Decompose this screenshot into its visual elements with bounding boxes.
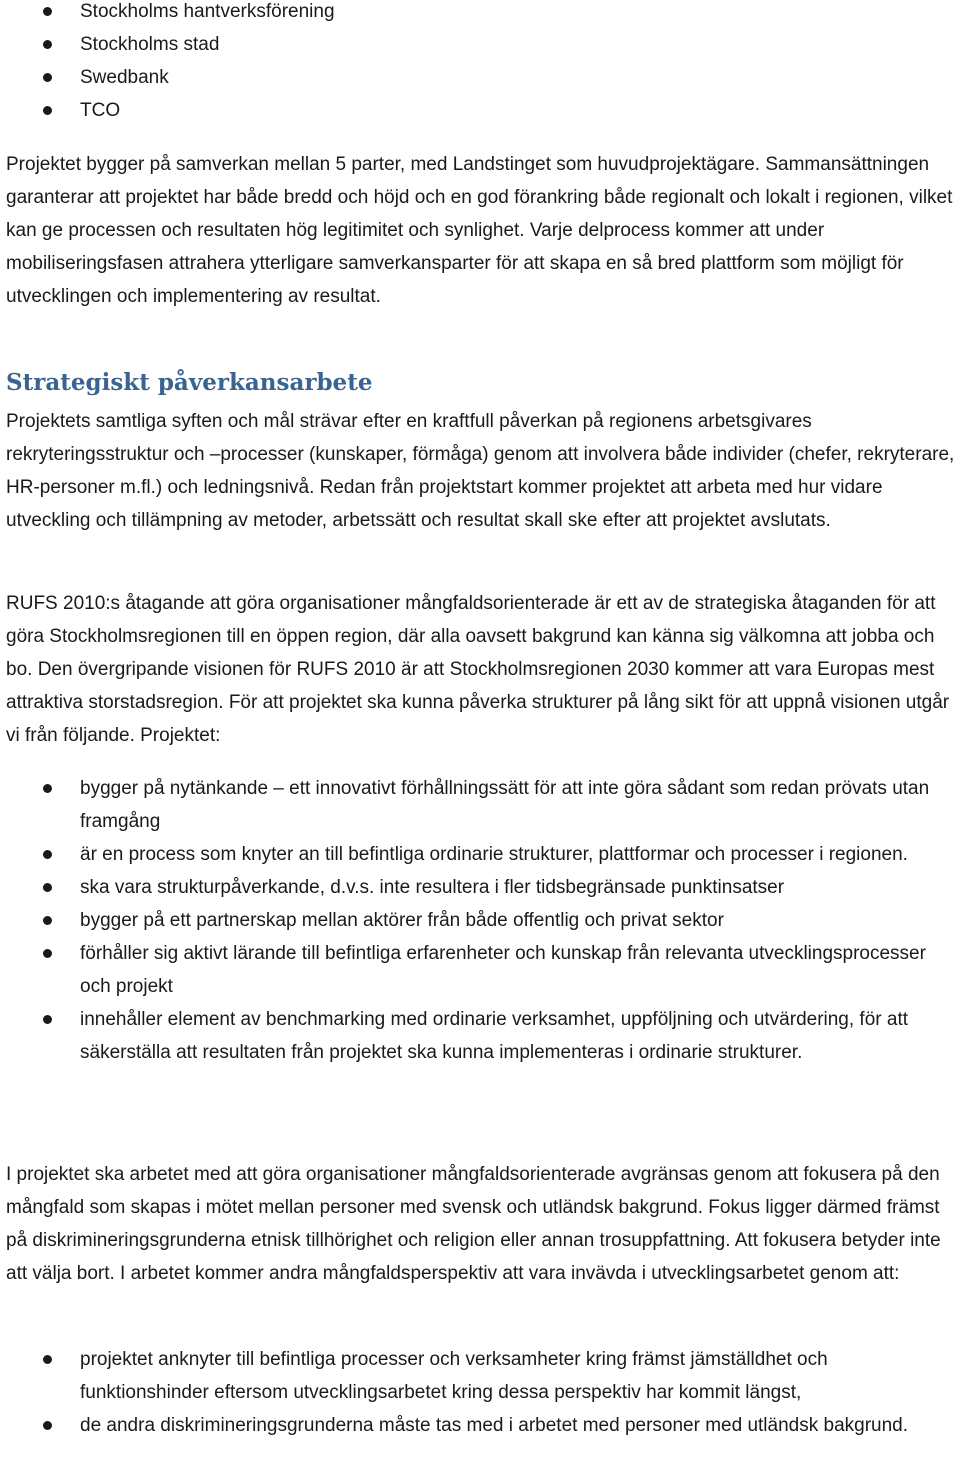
list-item-text: förhåller sig aktivt lärande till befintliga erfarenheter och kunskap från relevanta utvecklingsprocesser och projekt [80, 943, 926, 997]
bullet-icon [43, 73, 52, 82]
list-item [0, 61, 960, 94]
list-item [0, 94, 960, 127]
list-item-text: Swedbank [80, 67, 169, 88]
list-item-text: de andra diskrimineringsgrunderna måste tas med i arbetet med personer med utländsk bakgrund. [80, 1415, 909, 1436]
project-criteria-list [0, 772, 960, 1069]
bullet-icon [43, 784, 52, 793]
list-item-text: ska vara strukturpåverkande, d.v.s. inte resultera i fler tidsbegränsade punktinsatser [80, 877, 785, 898]
bullet-icon [43, 40, 52, 49]
list-item-text: bygger på nytänkande – ett innovativt förhållningssätt för att inte göra sådant som redan prövats utan framgång [80, 778, 930, 832]
paragraph-strategy: Projektets samtliga syften och mål strävar efter en kraftfull påverkan på regionens arbetsgivares rekryteringsstruktur och –processer (kunskaper, förmåga) genom att involvera både individer (chefer, rekryterare, HR-personer m.fl.) och ledningsnivå. Redan från projektstart kommer projektet att arbeta med hur vidare utveckling och tillämpning av metoder, arbetssätt och resultat skall ske efter att projektet avslutats. [6, 411, 955, 531]
bullet-icon [43, 883, 52, 892]
partner-list [0, 0, 960, 127]
list-item [0, 904, 960, 937]
bullet-icon [43, 1015, 52, 1024]
list-item [0, 871, 960, 904]
perspective-list [0, 1343, 960, 1442]
paragraph-focus: I projektet ska arbetet med att göra organisationer mångfaldsorienterade avgränsas genom att fokusera på den mångfald som skapas i mötet mellan personer med svensk och utländsk bakgrund. Fokus ligger därmed främst på diskrimineringsgrunderna etnisk tillhörighet och religion eller annan trosuppfattning. Att fokusera betyder inte att välja bort. I arbetet kommer andra mångfaldsperspektiv att vara invävda i utvecklingsarbetet genom att: [6, 1164, 941, 1284]
list-item [0, 1409, 960, 1442]
list-item [0, 772, 960, 838]
list-item [0, 1003, 960, 1069]
list-item [0, 0, 960, 28]
list-item-text: Stockholms stad [80, 34, 220, 55]
list-item-text: bygger på ett partnerskap mellan aktörer från både offentlig och privat sektor [80, 910, 724, 931]
list-item-text: TCO [80, 100, 121, 121]
list-item [0, 937, 960, 1003]
paragraph-rufs: RUFS 2010:s åtagande att göra organisationer mångfaldsorienterade är ett av de strategiska åtaganden för att göra Stockholmsregionen till en öppen region, där alla oavsett bakgrund kan känna sig välkomna att jobba och bo. Den övergripande visionen för RUFS 2010 är att Stockholmsregionen 2030 kommer att vara Europas mest attraktiva storstadsregion. För att projektet ska kunna påverka strukturer på lång sikt för att uppnå visionen utgår vi från följande. Projektet: [6, 593, 950, 746]
list-item-text: projektet anknyter till befintliga processer och verksamheter kring främst jämställdhet och funktionshinder eftersom utvecklingsarbetet kring dessa perspektiv har kommit längst, [80, 1349, 828, 1403]
list-item-text: Stockholms hantverksförening [80, 1, 335, 22]
list-item [0, 1343, 960, 1409]
bullet-icon [43, 850, 52, 859]
section-heading: Strategiskt påverkansarbete [6, 369, 373, 396]
bullet-icon [43, 1355, 52, 1364]
bullet-icon [43, 106, 52, 115]
list-item-text: innehåller element av benchmarking med ordinarie verksamhet, uppföljning och utvärdering, för att säkerställa att resultaten från projektet ska kunna implementeras i ordinarie strukturer. [80, 1009, 909, 1063]
list-item [0, 838, 960, 871]
bullet-icon [43, 1421, 52, 1430]
bullet-icon [43, 916, 52, 925]
paragraph-partnership: Projektet bygger på samverkan mellan 5 parter, med Landstinget som huvudprojektägare. Sammansättningen garanterar att projektet har både bredd och höjd och en god förankring både regionalt och lokalt i regionen, vilket kan ge processen och resultaten hög legitimitet och synlighet. Varje delprocess kommer att under mobiliseringsfasen attrahera ytterligare samverkansparter för att skapa en så bred plattform som möjligt för utvecklingen och implementering av resultat. [6, 154, 953, 307]
bullet-icon [43, 949, 52, 958]
list-item [0, 28, 960, 61]
bullet-icon [43, 7, 52, 16]
list-item-text: är en process som knyter an till befintliga ordinarie strukturer, plattformar och processer i regionen. [80, 844, 908, 865]
